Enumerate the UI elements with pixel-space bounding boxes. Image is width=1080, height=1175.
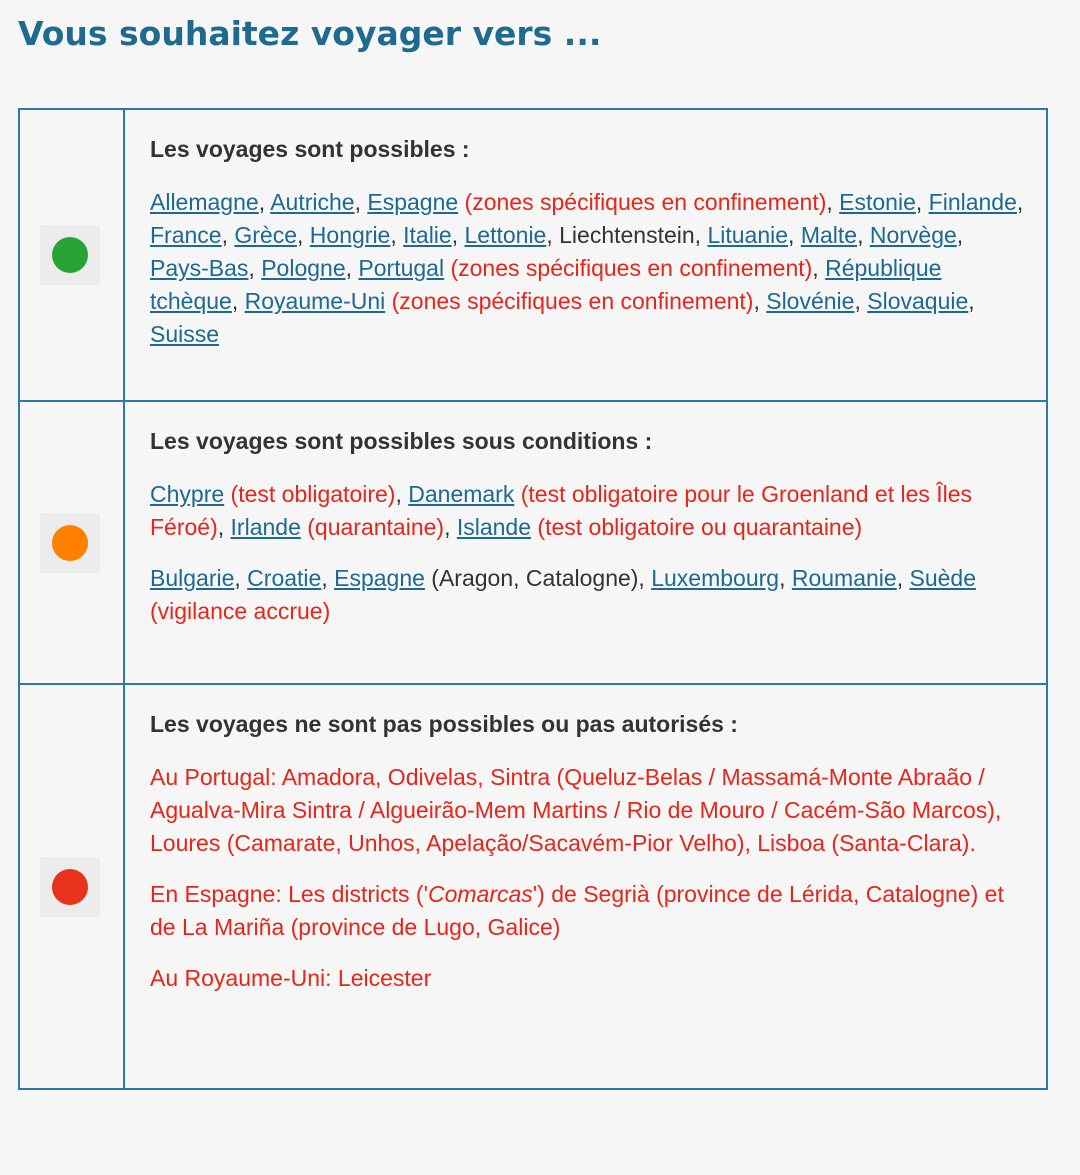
country-link-irlande[interactable]: Irlande (230, 514, 301, 540)
country-link-suisse[interactable]: Suisse (150, 321, 220, 347)
country-link-italie[interactable]: Italie (403, 222, 452, 248)
condition-note: (quarantaine) (300, 514, 445, 540)
country-link-portugal[interactable]: Portugal (358, 255, 445, 281)
country-link-allemagne[interactable]: Allemagne (150, 189, 259, 215)
separator: , (390, 222, 404, 248)
restricted-zones-royaume-uni: Au Royaume-Uni: Leicester (150, 965, 432, 991)
country-link-bulgarie[interactable]: Bulgarie (150, 565, 235, 591)
separator: , (248, 255, 262, 281)
country-link-pays-bas[interactable]: Pays-Bas (150, 255, 249, 281)
country-link-republique-tcheque[interactable]: République tchèque (150, 255, 942, 314)
separator: , (217, 514, 231, 540)
page-title: Vous souhaitez voyager vers ... (18, 14, 602, 53)
separator: , (258, 189, 271, 215)
country-link-suede[interactable]: Suède (909, 565, 976, 591)
section-heading: Les voyages sont possibles : (150, 136, 470, 162)
green-dot-icon (52, 237, 88, 273)
condition-note: (test obligatoire ou quarantaine) (531, 514, 863, 540)
text-segment: En Espagne: Les districts (' (150, 881, 428, 907)
country-link-croatie[interactable]: Croatie (247, 565, 322, 591)
content-cell-green (124, 109, 1047, 401)
separator: , (444, 514, 457, 540)
separator: , (812, 255, 826, 281)
condition-note: (test obligatoire) (224, 481, 396, 507)
country-link-slovenie[interactable]: Slovénie (766, 288, 855, 314)
content-cell-red (124, 684, 1047, 1089)
separator: , (1016, 189, 1024, 215)
red-dot-icon (52, 869, 88, 905)
text-segment: ') de Segrià (province de Lérida, Catalogne) et de La Mariña (province de Lugo, Galice) (150, 881, 1004, 940)
country-link-islande[interactable]: Islande (456, 514, 532, 540)
orange-dot-icon (52, 525, 88, 561)
separator: , (956, 222, 964, 248)
status-indicator-box (40, 513, 100, 573)
country-link-chypre[interactable]: Chypre (150, 481, 225, 507)
restricted-zones-portugal: Au Portugal: Amadora, Odivelas, Sintra (Queluz-Belas / Massamá-Monte Abraão / Agualva-Mira Sintra / Algueirão-Mem Martins / Rio de Mouro / Cacém-São Marcos), Loures (Camarate, Unhos, Apelação/Sacavém-Pior Velho), Lisboa (Santa-Clara). (150, 764, 1002, 856)
separator: , (321, 565, 335, 591)
condition-note: (test obligatoire pour le Groenland et les Îles Féroé) (150, 481, 973, 540)
status-row-orange (19, 401, 1047, 684)
separator: , (354, 189, 368, 215)
section-heading: Les voyages ne sont pas possibles ou pas autorisés : (150, 711, 738, 737)
separator: , (854, 288, 868, 314)
country-link-hongrie[interactable]: Hongrie (309, 222, 391, 248)
country-list (150, 186, 1026, 351)
condition-note: (zones spécifiques en confinement) (385, 288, 754, 314)
country-link-norvege[interactable]: Norvège (869, 222, 957, 248)
condition-note: (vigilance accrue) (150, 598, 331, 624)
separator: , (234, 565, 248, 591)
country-link-luxembourg[interactable]: Luxembourg (651, 565, 780, 591)
status-cell-orange (19, 401, 124, 684)
country-link-danemark[interactable]: Danemark (408, 481, 515, 507)
country-list (150, 562, 1026, 628)
status-indicator-box (40, 225, 100, 285)
country-link-malte[interactable]: Malte (800, 222, 858, 248)
status-row-red (19, 684, 1047, 1089)
comarcas-term: Comarcas (427, 881, 533, 907)
separator: , (297, 222, 310, 248)
status-indicator-box (40, 857, 100, 917)
country-link-lettonie[interactable]: Lettonie (464, 222, 547, 248)
condition-note: (zones spécifiques en confinement) (458, 189, 827, 215)
separator: , (231, 288, 245, 314)
separator: , (915, 189, 929, 215)
separator: , (221, 222, 235, 248)
country-list (150, 478, 1026, 544)
country-link-pologne[interactable]: Pologne (261, 255, 346, 281)
country-link-lituanie[interactable]: Lituanie (707, 222, 789, 248)
travel-status-table (18, 108, 1048, 1090)
country-link-espagne[interactable]: Espagne (334, 565, 425, 591)
country-link-autriche[interactable]: Autriche (270, 189, 355, 215)
separator: , (857, 222, 870, 248)
condition-note: (zones spécifiques en confinement) (444, 255, 813, 281)
country-link-estonie[interactable]: Estonie (839, 189, 916, 215)
separator: , (826, 189, 840, 215)
content-cell-orange (124, 401, 1047, 684)
status-cell-red (19, 684, 124, 1089)
status-cell-green (19, 109, 124, 401)
separator: , (779, 565, 792, 591)
separator: , (753, 288, 767, 314)
country-link-roumanie[interactable]: Roumanie (791, 565, 897, 591)
country-link-france[interactable]: France (150, 222, 222, 248)
separator: , (395, 481, 409, 507)
country-link-grece[interactable]: Grèce (234, 222, 298, 248)
separator: , (451, 222, 465, 248)
separator: , Liechtenstein, (546, 222, 708, 248)
restricted-zones-espagne (150, 878, 1026, 944)
separator: , (345, 255, 359, 281)
status-row-green (19, 109, 1047, 401)
country-link-slovaquie[interactable]: Slovaquie (867, 288, 969, 314)
separator: , (896, 565, 910, 591)
separator: , (788, 222, 801, 248)
section-heading: Les voyages sont possibles sous conditions : (150, 428, 653, 454)
region-note: (Aragon, Catalogne), (424, 565, 652, 591)
country-link-royaume-uni[interactable]: Royaume-Uni (244, 288, 386, 314)
country-link-espagne[interactable]: Espagne (367, 189, 459, 215)
country-link-finlande[interactable]: Finlande (928, 189, 1017, 215)
separator: , (968, 288, 975, 314)
